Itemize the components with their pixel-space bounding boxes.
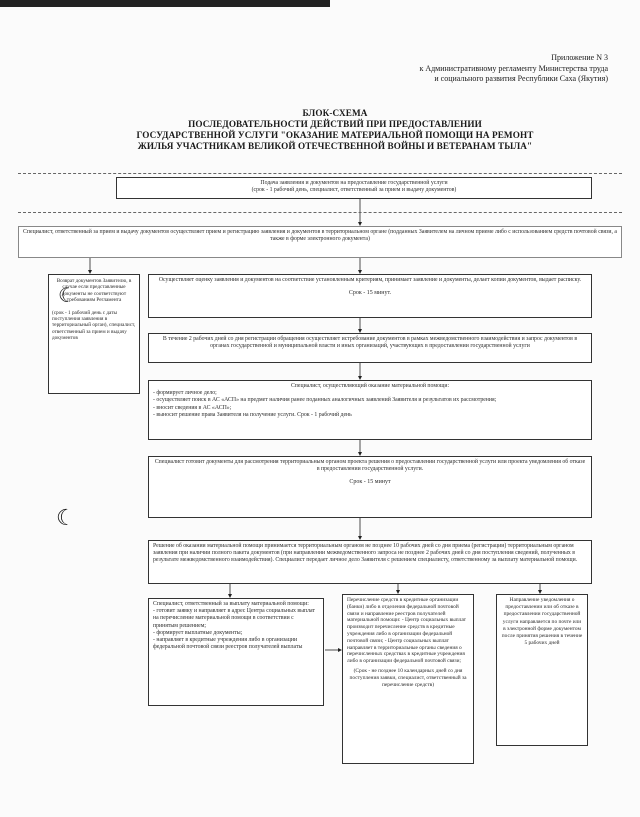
title-line-1: БЛОК-СХЕМА	[302, 108, 368, 118]
crescent-mark-2: ☾	[56, 505, 76, 530]
step-text: Перечисление средств в кредитные организации (банки) либо в отделения федеральной почтовой связи и направление реестров получателей материальной помощи: - Центр социальных выплат производит перечисление средств в кредитные учреждения либо в организации федеральной почтовой связи; - Центр социальных выплат направляет в территориальные органы сведения о перечисленных средствах в кредитные учреждения либо в организации федеральной почтовой связи;	[347, 597, 466, 665]
dashed-separator-1	[18, 173, 622, 174]
list-item: - формирует личное дело;	[153, 390, 217, 397]
flow-step-case-file	[148, 380, 592, 440]
flow-step-decision	[148, 540, 592, 584]
appendix-ministry: и социального развития Республики Саха (Якутия)	[434, 74, 608, 83]
step-term: Срок - 15 минут	[349, 479, 391, 486]
flow-step-evaluation	[148, 274, 592, 318]
step-text: Возврат документов Заявителю, в случае если представленные документы не соответствуют требованиям Регламента	[56, 278, 132, 304]
step-term: Срок - 15 минут.	[348, 290, 392, 297]
step-text: Специалист готовит документы для рассмотрения территориальным органом проекта решения о предоставлении государственной услуги или проекта уведомления об отказе в предоставлении государственной услуги.	[154, 459, 586, 473]
step-text: Подача заявления и документов на предоставление государственной услуги	[260, 180, 448, 186]
flow-step-application	[116, 177, 592, 199]
step-term: (срок - 1 рабочий день, специалист, ответственный за прием и выдачу документов)	[251, 187, 457, 194]
step-heading: Специалист, ответственный за выплату материальной помощи:	[153, 601, 309, 607]
step-text: Решение об оказании материальной помощи принимается территориальным органом не позднее 10 рабочих дней со дня приема (регистрации) территориальным органом заявления при наличии полного пакета документов (при направлении межведомственного запроса не позднее 2 рабочих дней со дня поступления сведений, полученных в результате межведомственного взаимодействия). Специалист передает личное дело Заявителя с решением специалисту, ответственному за выплату материальной помощи.	[153, 543, 578, 564]
title-line-4: ЖИЛЬЯ УЧАСТНИКАМ ВЕЛИКОЙ ОТЕЧЕСТВЕННОЙ ВОЙНЫ И ВЕТЕРАНАМ ТЫЛА"	[137, 141, 533, 151]
appendix-regulation: к Административному регламенту Министерства труда	[419, 63, 608, 73]
list-item: - вносит сведения в АС «АСП»;	[153, 404, 232, 411]
flow-step-interagency-request	[148, 333, 592, 363]
step-term: (срок - 1 рабочий день с даты поступления заявления в территориальный орган), специалист, ответственный за прием и выдачу документов	[52, 309, 136, 342]
list-item: - выносит решение права Заявителя на получение услуги. Срок - 1 рабочий день	[153, 411, 352, 418]
flow-step-notification	[496, 594, 588, 746]
list-item: - осуществляет поиск в АС «АСП» на предмет наличия ранее поданных аналогичных заявлений Заявителя и результатов их рассмотрения;	[153, 397, 497, 404]
crescent-mark-1: ☾	[58, 285, 76, 307]
flow-step-payment-specialist	[148, 598, 324, 706]
list-item: - направляет в кредитные учреждения либо в организации федеральной почтовой связи реестров получателей выплаты	[153, 637, 303, 651]
step-text: В течение 2 рабочих дней со дня регистрации обращения осуществляет истребование документов в рамках межведомственного взаимодействия и запрос документов в органах государственной и муниципальной власти и иных организаций, участвующих в предоставлении государственной услуги	[162, 336, 578, 350]
step-term: (Срок - не позднее 10 календарных дней со дня поступления заявки, специалист, ответственный за перечисление средств)	[349, 667, 467, 688]
step-text: Направление уведомления о предоставлении или об отказе в предоставлении государственной услуги направляется по почте или в электронной форме документом после принятия решения в течение 5 рабочих дней	[501, 597, 583, 647]
step-text: Специалист, ответственный за прием и выдачу документов осуществляет прием и регистрацию заявления и документов в территориальном органе (подданных Заявителем на личном приеме либо с использованием средств почтовой связи, а также в форме электронного документа)	[23, 229, 617, 243]
flow-step-transfer-funds	[342, 594, 474, 764]
flow-step-prepare-decision	[148, 456, 592, 518]
dashed-separator-2	[18, 212, 622, 213]
flow-step-registration	[18, 226, 622, 258]
step-text: Осуществляет оценку заявления и документов на соответствие установленным критериям, принимает заявление и документы, делает копии документов, выдает расписку.	[158, 277, 582, 283]
title-line-2: ПОСЛЕДОВАТЕЛЬНОСТИ ДЕЙСТВИЙ ПРИ ПРЕДОСТАВЛЕНИИ	[188, 119, 482, 129]
list-item: - формирует выплатные документы;	[153, 629, 243, 636]
step-heading: Специалист, осуществляющий оказание материальной помощи:	[290, 383, 450, 389]
appendix-number: Приложение N 3	[551, 53, 608, 62]
title-line-3: ГОСУДАРСТВЕННОЙ УСЛУГИ "ОКАЗАНИЕ МАТЕРИАЛЬНОЙ ПОМОЩИ НА РЕМОНТ	[136, 130, 534, 140]
list-item: - готовит заявку и направляет в адрес Центра социальных выплат на перечисление материальной помощи в соответствии с принятым решением;	[153, 608, 315, 629]
